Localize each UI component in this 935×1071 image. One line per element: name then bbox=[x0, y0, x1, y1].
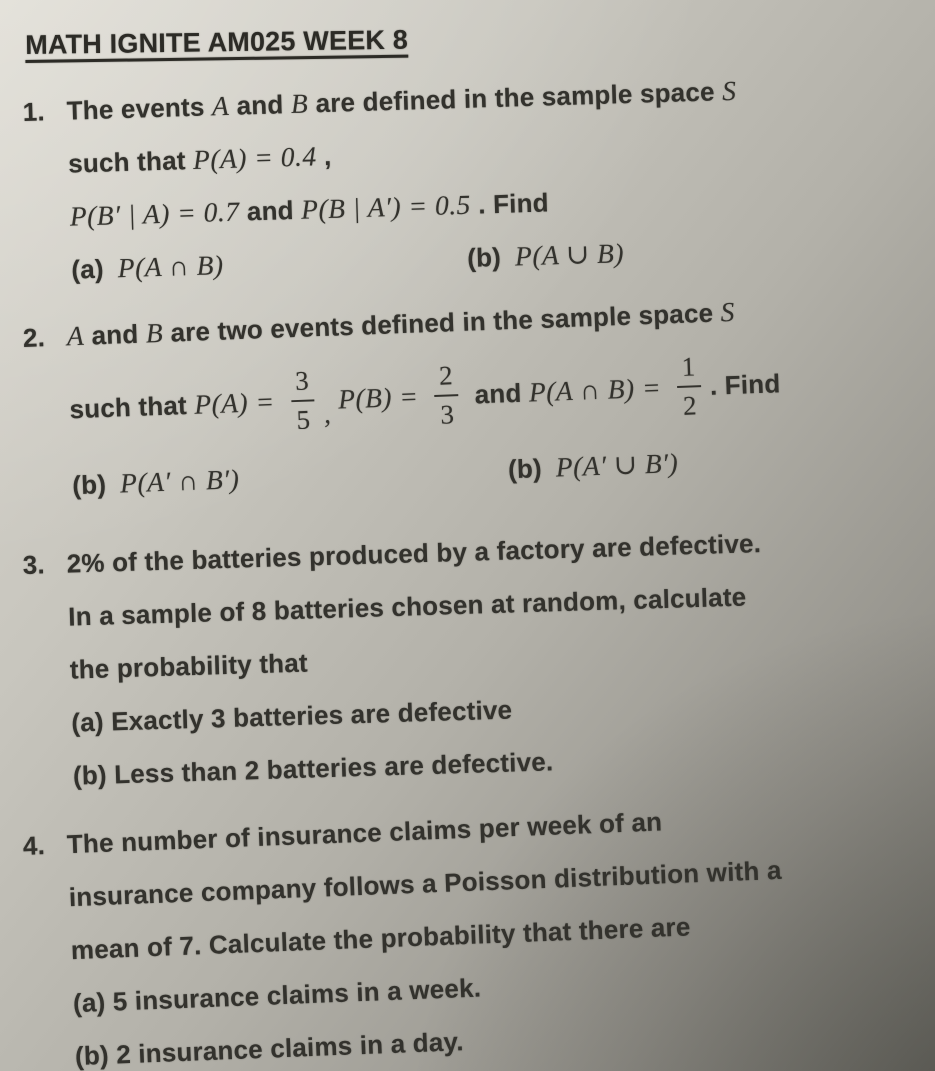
fraction bbox=[434, 362, 460, 429]
part-label: (a) bbox=[70, 253, 105, 285]
part-label: (b) bbox=[466, 241, 502, 273]
fraction-numerator: 3 bbox=[294, 365, 310, 397]
problem-3 bbox=[22, 514, 929, 806]
problem-number: 2. bbox=[22, 322, 46, 353]
page-title: MATH IGNITE AM025 WEEK 8 bbox=[25, 24, 409, 60]
problem-number: 1. bbox=[22, 96, 46, 127]
text-segment: . Find bbox=[470, 187, 550, 220]
text-segment: and bbox=[83, 318, 147, 351]
text-segment: (a) 5 insurance claims in a week. bbox=[72, 972, 482, 1019]
text-segment: (a) Exactly 3 batteries are defective bbox=[70, 694, 513, 738]
math-segment: B bbox=[145, 316, 164, 349]
math-segment: P(B | A′) = 0.5 bbox=[300, 188, 472, 225]
problem-1 bbox=[22, 61, 928, 300]
text-segment: , bbox=[316, 140, 332, 172]
part-label: (b) bbox=[71, 469, 107, 501]
worksheet-title-block bbox=[25, 17, 925, 61]
text-segment: mean of 7. Calculate the probability that there are bbox=[70, 911, 691, 966]
text-segment: the probability that bbox=[69, 647, 309, 685]
part-label: (b) bbox=[507, 453, 543, 485]
part-a bbox=[71, 455, 240, 509]
text-segment: such that bbox=[67, 144, 194, 179]
fraction-numerator: 2 bbox=[438, 360, 454, 391]
fraction-denominator: 5 bbox=[291, 399, 316, 434]
math-segment: P(A ∩ B) = bbox=[528, 371, 669, 408]
text-segment: (b) Less than 2 batteries are defective. bbox=[72, 746, 554, 791]
part-a bbox=[71, 241, 225, 293]
text-segment: The number of insurance claims per week of an bbox=[66, 806, 663, 860]
math-segment: A bbox=[66, 319, 85, 352]
text-segment: such that bbox=[68, 389, 195, 424]
problem-number: 4. bbox=[22, 830, 46, 861]
text-segment: 2% of the batteries produced by a factory are defective. bbox=[66, 528, 762, 579]
math-segment: , bbox=[323, 397, 332, 429]
math-segment: P(A′ ∪ B′) bbox=[555, 447, 679, 483]
part-b bbox=[467, 229, 625, 282]
math-segment: S bbox=[721, 74, 737, 107]
text-segment: (b) 2 insurance claims in a day. bbox=[74, 1026, 465, 1071]
math-segment: P(B) = bbox=[330, 380, 427, 415]
math-segment: P(B′ | A) = 0.7 bbox=[69, 195, 240, 232]
text-segment: . Find bbox=[709, 367, 781, 401]
math-segment: P(A ∪ B) bbox=[514, 237, 625, 272]
math-segment: P(A ∩ B) bbox=[117, 249, 225, 284]
math-segment: S bbox=[719, 295, 736, 328]
text-segment: and bbox=[228, 89, 292, 121]
text-segment: are defined in the sample space bbox=[307, 76, 723, 119]
text-segment: The events bbox=[66, 91, 213, 126]
math-segment: B bbox=[290, 87, 309, 120]
math-segment: P(A) = 0.4 bbox=[192, 140, 317, 175]
problem-4 bbox=[22, 787, 932, 1071]
fraction-denominator: 3 bbox=[435, 394, 460, 429]
text-segment: and bbox=[466, 376, 530, 410]
text-segment: insurance company follows a Poisson distribution with a bbox=[68, 854, 783, 913]
fraction bbox=[290, 367, 316, 434]
fraction-denominator: 2 bbox=[677, 385, 702, 420]
fraction bbox=[676, 353, 702, 420]
text-segment: are two events defined in the sample space bbox=[162, 297, 722, 348]
fraction-numerator: 1 bbox=[681, 351, 696, 382]
text-segment: and bbox=[239, 194, 302, 227]
math-segment: A bbox=[211, 89, 230, 122]
math-segment: P(A) = bbox=[193, 385, 283, 420]
text-segment: In a sample of 8 batteries chosen at random, calculate bbox=[67, 581, 747, 632]
problem-2 bbox=[22, 281, 929, 516]
part-b bbox=[507, 439, 679, 493]
problem-number: 3. bbox=[22, 549, 46, 580]
math-segment: P(A′ ∩ B′) bbox=[119, 463, 240, 499]
